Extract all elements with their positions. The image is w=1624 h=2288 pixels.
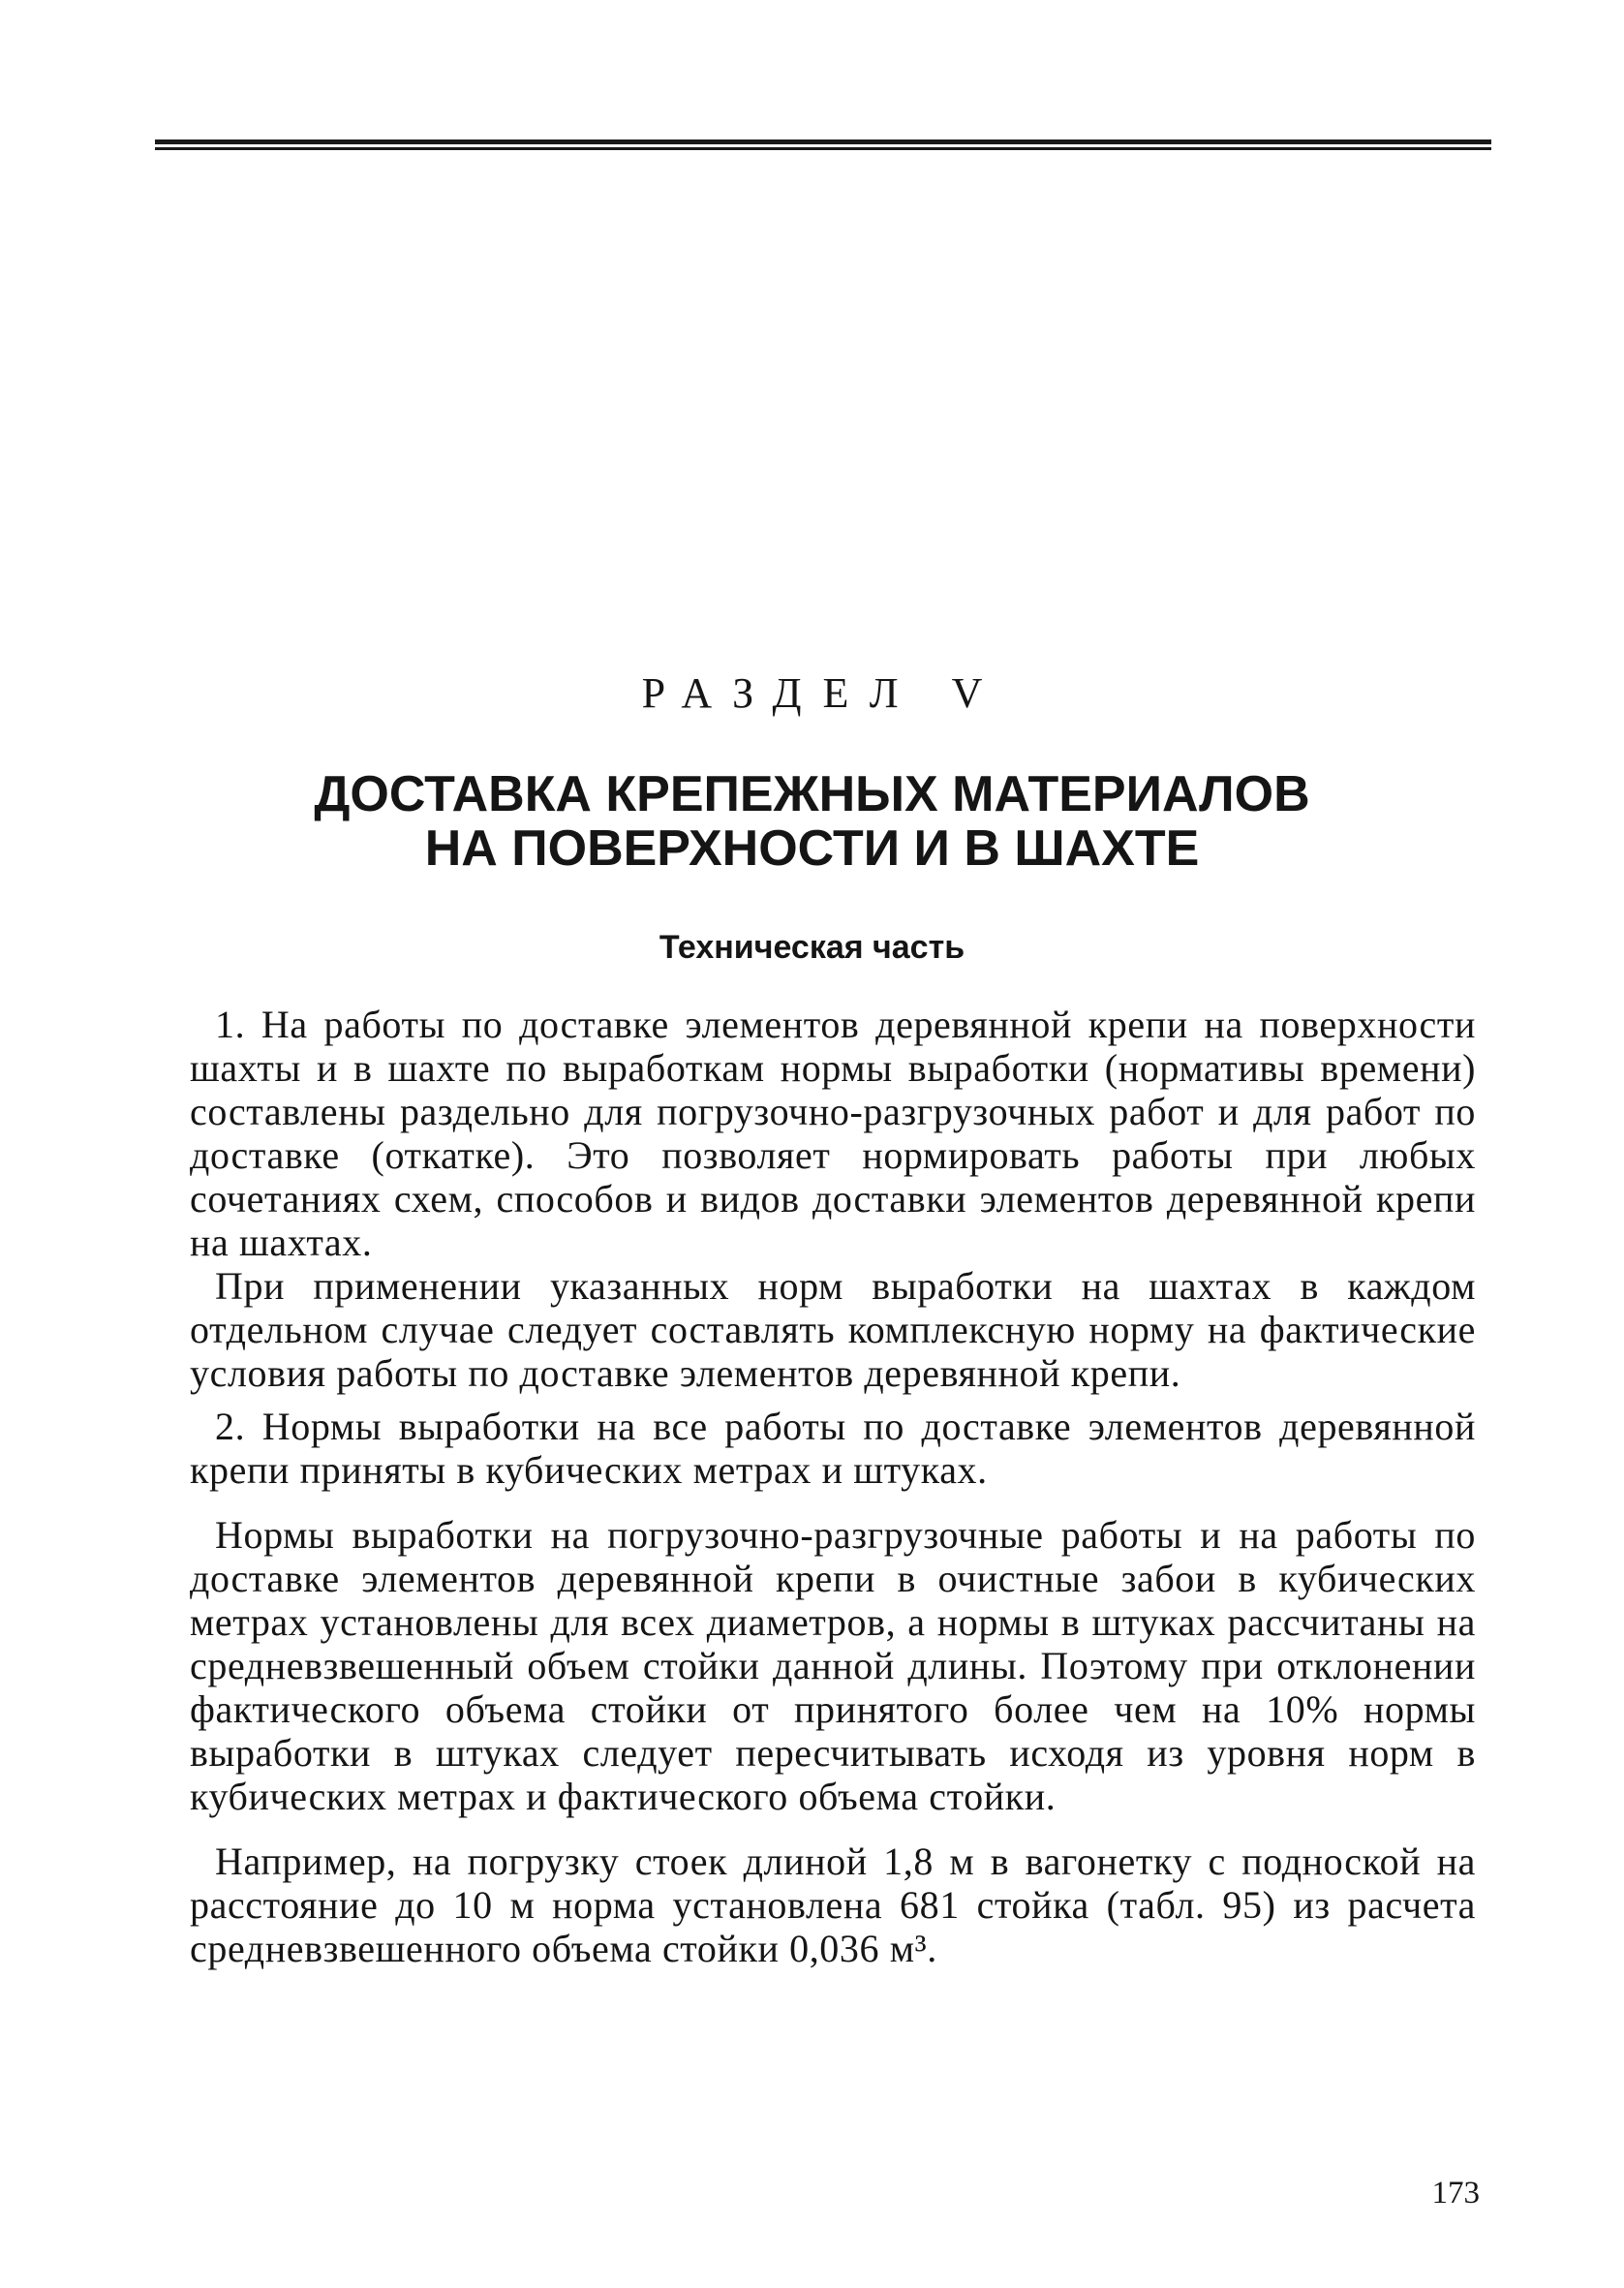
top-rule-thick-line — [155, 139, 1491, 144]
body-text — [190, 1003, 1476, 1970]
section-title-line-2: НА ПОВЕРХНОСТИ И В ШАХТЕ — [424, 820, 1200, 877]
paragraph-5: Например, на погрузку стоек длиной 1,8 м в вагонетку с подноской на расстояние до 10 м норма установлена 681 стойка (табл. 95) из расчета средневзвешенного объема стойки 0,036 м³. — [190, 1840, 1476, 1970]
paragraph-1: 1. На работы по доставке элементов деревянной крепи на поверхности шахты и в шахте по выработкам нормы выработки (нормативы времени) составлены раздельно для погрузочно-разгрузочных работ и для работ по доставке (откатке). Это позволяет нормировать работы при любых сочетаниях схем, способов и видов доставки элементов деревянной крепи на шахтах. — [190, 1003, 1476, 1264]
top-rule-thin-line — [155, 147, 1491, 150]
top-rule — [155, 139, 1491, 153]
section-label: РАЗДЕЛ V — [641, 669, 1004, 717]
paragraph-4: Нормы выработки на погрузочно-разгрузочные работы и на работы по доставке элементов деревянной крепи в очистные забои в кубических метрах установлены для всех диаметров, а нормы в штуках рассчитаны на средневзвешенный объем стойки данной длины. Поэтому при отклонении фактического объема стойки от принятого более чем на 10% нормы выработки в штуках следует пересчитывать исходя из уровня норм в кубических метрах и фактического объема стойки. — [190, 1513, 1476, 1818]
page-number: 173 — [1431, 2176, 1480, 2211]
paragraph-3: 2. Нормы выработки на все работы по доставке элементов деревянной крепи приняты в кубических метрах и штуках. — [190, 1405, 1476, 1492]
subsection-title: Техническая часть — [659, 929, 965, 966]
paragraph-2: При применении указанных норм выработки на шахтах в каждом отдельном случае следует составлять комплексную норму на фактические условия работы по доставке элементов деревянной крепи. — [190, 1264, 1476, 1395]
section-title-line-1: ДОСТАВКА КРЕПЕЖНЫХ МАТЕРИАЛОВ — [314, 766, 1310, 822]
section-title — [0, 767, 1624, 876]
